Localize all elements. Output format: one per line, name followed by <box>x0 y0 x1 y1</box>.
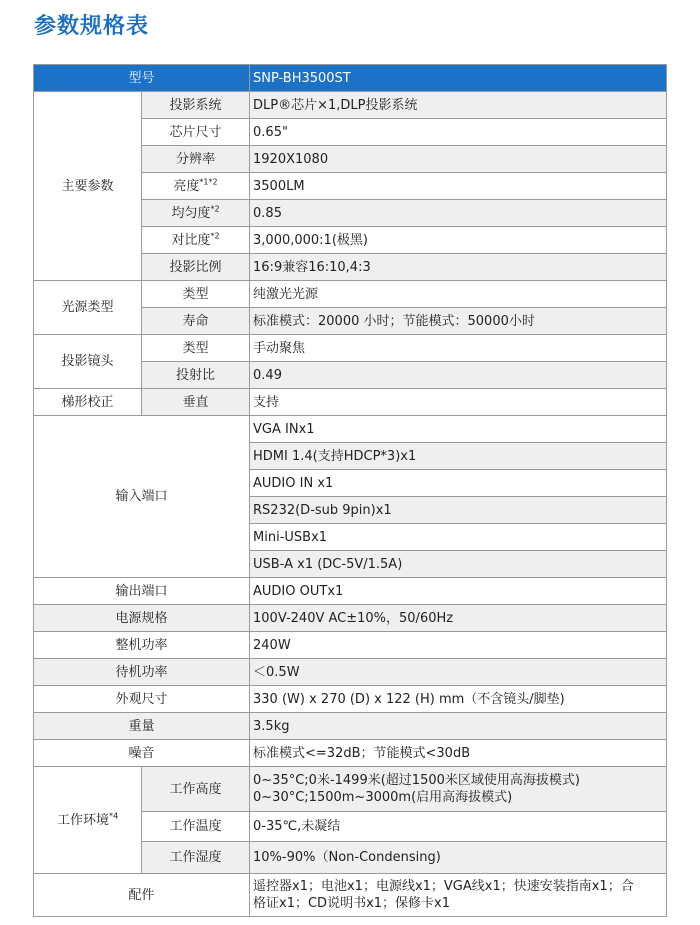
row-value: VGA INx1 <box>250 416 667 443</box>
header-model-value: SNP-BH3500ST <box>250 65 667 92</box>
table-row <box>34 578 667 605</box>
spec-table <box>33 64 667 917</box>
table-row <box>34 416 667 443</box>
footnote-marker: *1*2 <box>199 177 218 187</box>
row-label: 均匀度$^{*2}$ <box>142 200 250 227</box>
row-value: 0.49 <box>250 362 667 389</box>
row-label: 类型 <box>142 281 250 308</box>
table-row <box>34 767 667 812</box>
category-light: 光源类型 <box>34 281 142 335</box>
footnote-marker: *4 <box>108 811 119 821</box>
row-label: 类型 <box>142 335 250 362</box>
footnote-marker: *2 <box>210 231 220 241</box>
row-value: AUDIO OUTx1 <box>250 578 667 605</box>
category-keystone: 梯形校正 <box>34 389 142 416</box>
row-value: 100V-240V AC±10%，50/60Hz <box>250 605 667 632</box>
row-label: 亮度$^{*1*2}$ <box>142 173 250 200</box>
row-label: 投影系统 <box>142 92 250 119</box>
row-value <box>250 874 667 917</box>
row-label: 分辨率 <box>142 146 250 173</box>
row-value: 0-35℃,未凝结 <box>250 812 667 842</box>
row-value: 3500LM <box>250 173 667 200</box>
table-row <box>34 874 667 917</box>
category-environment: 工作环境$^{*4}$ <box>34 767 142 874</box>
row-value: HDMI 1.4(支持HDCP*3)x1 <box>250 443 667 470</box>
table-row <box>34 740 667 767</box>
table-row <box>34 281 667 308</box>
row-value: 标准模式<=32dB；节能模式<30dB <box>250 740 667 767</box>
row-label: 垂直 <box>142 389 250 416</box>
row-label: 投射比 <box>142 362 250 389</box>
row-label: 工作高度 <box>142 767 250 812</box>
category-input: 输入端口 <box>34 416 250 578</box>
row-value: Mini-USBx1 <box>250 524 667 551</box>
row-label: 工作湿度 <box>142 842 250 874</box>
row-value: 纯激光光源 <box>250 281 667 308</box>
row-label: 工作温度 <box>142 812 250 842</box>
row-value: USB-A x1 (DC-5V/1.5A) <box>250 551 667 578</box>
table-header-row <box>34 65 667 92</box>
row-value <box>250 767 667 812</box>
altitude-line-1: 0~35°C;0米-1499米(超过1500米区域使用高海拔模式) <box>253 773 580 788</box>
page-title: 参数规格表 <box>34 14 150 39</box>
row-label: 配件 <box>34 874 250 917</box>
row-value: 0.65" <box>250 119 667 146</box>
row-label: 对比度$^{*2}$ <box>142 227 250 254</box>
table-row <box>34 659 667 686</box>
row-value: RS232(D-sub 9pin)x1 <box>250 497 667 524</box>
row-value: AUDIO IN x1 <box>250 470 667 497</box>
table-row <box>34 605 667 632</box>
accessories-line-1: 遥控器x1；电池x1；电源线x1；VGA线x1；快速安装指南x1；合 <box>253 879 634 894</box>
row-value: 16:9兼容16:10,4:3 <box>250 254 667 281</box>
table-row <box>34 92 667 119</box>
row-label: 输出端口 <box>34 578 250 605</box>
altitude-line-2: 0~30°C;1500m~3000m(启用高海拔模式) <box>253 790 513 805</box>
header-label: 型号 <box>34 65 250 92</box>
category-main: 主要参数 <box>34 92 142 281</box>
row-label: 重量 <box>34 713 250 740</box>
row-label: 寿命 <box>142 308 250 335</box>
category-lens: 投影镜头 <box>34 335 142 389</box>
row-label: 整机功率 <box>34 632 250 659</box>
row-value: 1920X1080 <box>250 146 667 173</box>
row-label: 外观尺寸 <box>34 686 250 713</box>
table-row <box>34 632 667 659</box>
row-value: 240W <box>250 632 667 659</box>
table-row <box>34 389 667 416</box>
row-value: ＜0.5W <box>250 659 667 686</box>
row-value: 0.85 <box>250 200 667 227</box>
row-value: 10%-90%（Non-Condensing) <box>250 842 667 874</box>
row-label: 芯片尺寸 <box>142 119 250 146</box>
row-value: DLP®芯片×1,DLP投影系统 <box>250 92 667 119</box>
row-value: 支持 <box>250 389 667 416</box>
table-row <box>34 686 667 713</box>
accessories-line-2: 格证x1；CD说明书x1；保修卡x1 <box>253 896 450 911</box>
row-value: 标准模式：20000 小时；节能模式：50000小时 <box>250 308 667 335</box>
row-label: 待机功率 <box>34 659 250 686</box>
row-label: 电源规格 <box>34 605 250 632</box>
table-row <box>34 335 667 362</box>
row-label: 投影比例 <box>142 254 250 281</box>
row-label: 噪音 <box>34 740 250 767</box>
row-value: 手动聚焦 <box>250 335 667 362</box>
footnote-marker: *2 <box>210 204 220 214</box>
row-value: 330 (W) x 270 (D) x 122 (H) mm（不含镜头/脚垫) <box>250 686 667 713</box>
row-value: 3,000,000:1(极黑) <box>250 227 667 254</box>
row-value: 3.5kg <box>250 713 667 740</box>
table-row <box>34 713 667 740</box>
